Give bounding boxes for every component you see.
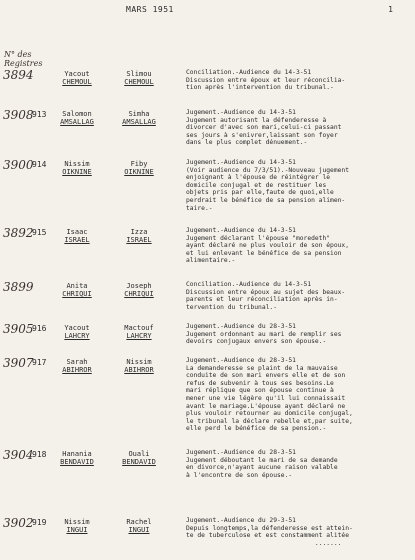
party-2 — [108, 450, 170, 466]
case-number: 918 — [32, 450, 47, 459]
party-2-first-name: Mactouf — [124, 324, 154, 332]
case-number: 915 — [32, 228, 47, 237]
party-1-first-name: Hanania — [62, 450, 92, 458]
party-2 — [108, 110, 170, 126]
party-2-last-name: BENDAVID — [122, 458, 156, 466]
register-number: 3908 — [3, 108, 34, 122]
party-1 — [46, 518, 108, 534]
party-1 — [46, 110, 108, 126]
case-number: 917 — [32, 358, 47, 367]
register-number: 3899 — [3, 280, 34, 294]
party-2-first-name: Fiby — [130, 160, 148, 168]
party-2-first-name: Nissim — [126, 358, 152, 366]
party-1-last-name: OIKNINE — [62, 168, 92, 176]
party-2 — [108, 324, 170, 340]
party-1-first-name: Yacout — [64, 324, 90, 332]
party-2 — [108, 358, 170, 374]
page-number: 1 — [388, 5, 393, 14]
entry-text: Jugement.-Audience du 14-3-51 Jugement autorisant la défenderesse à divorcer d'avec son mari,celui-ci passant ses jours à s'enivrer,laissant son foyer dans le plus complet dénuement.- — [186, 109, 342, 147]
party-1-first-name: Nissim — [64, 160, 90, 168]
party-2-first-name: Joseph — [126, 282, 152, 290]
party-1 — [46, 450, 108, 466]
party-2-first-name: Simha — [128, 110, 150, 118]
party-1-first-name: Sarah — [66, 358, 88, 366]
case-number: 913 — [32, 110, 47, 119]
party-1-first-name: Isaac — [66, 228, 88, 236]
case-number: 914 — [32, 160, 47, 169]
case-number: 919 — [32, 518, 47, 527]
party-1-last-name: LAHCRY — [64, 332, 90, 340]
party-2-first-name: Ouali — [128, 450, 150, 458]
register-number: 3900 — [3, 158, 34, 172]
party-1-last-name: CHEMOUL — [62, 78, 92, 86]
party-1-last-name: BENDAVID — [60, 458, 94, 466]
entry-text: Jugement.-Audience du 29-3-51 Depuis longtemps,la défenderesse est attein- te de tuberculose et est constamment alitée ....... — [186, 517, 353, 547]
party-2-first-name: Slimou — [126, 70, 152, 78]
party-2 — [108, 70, 170, 86]
header-month: MARS 1951 — [126, 5, 174, 14]
party-2 — [108, 282, 170, 298]
entry-text: Jugement.-Audience du 28-3-51 Jugement déboutant le mari de sa demande en divorce,n'ayant aucune raison valable à l'encontre de son épouse.- — [186, 449, 338, 479]
party-1-first-name: Nissim — [64, 518, 90, 526]
party-2-last-name: ISRAEL — [126, 236, 152, 244]
party-2-last-name: INGUI — [128, 526, 150, 534]
entry-text: Jugement.-Audience du 28-3-51 Jugement ordonnant au mari de remplir ses devoirs conjugaux envers son épouse.- — [186, 323, 342, 346]
party-1 — [46, 70, 108, 86]
register-number: 3902 — [3, 516, 34, 530]
party-2-first-name: Izza — [130, 228, 148, 236]
party-2 — [108, 518, 170, 534]
register-column-note: N° des Registres — [4, 50, 43, 68]
party-1-last-name: ABIHROR — [62, 366, 92, 374]
party-2-last-name: LAHCRY — [126, 332, 152, 340]
entry-text: Conciliation.-Audience du 14-3-51 Discussion entre époux et leur réconcilia- tion après l'intervention du tribunal.- — [186, 69, 346, 92]
entry-text: Conciliation.-Audience du 14-3-51 Discussion entre époux au sujet des beaux- parents et leur réconciliation après in- tervention du tribunal.- — [186, 281, 346, 311]
case-number: 916 — [32, 324, 47, 333]
party-2-last-name: CHEMOUL — [124, 78, 154, 86]
entry-text: Jugement.-Audience du 28-3-51 La demanderesse se plaint de la mauvaise conduite de son mari envers elle et de son refus de subvenir à tous ses besoins.Le mari réplique que son épouse continue à mener une vie légère qu'il lui connaissait avant le mariage.L'épouse ayant déclaré ne plus vouloir retourner au domicile conjugal, le tribunal la déclare rebelle et,par suite, elle perd le bénéfice de sa pension.- — [186, 357, 353, 433]
party-1 — [46, 282, 108, 298]
register-number: 3892 — [3, 226, 34, 240]
party-2-first-name: Rachel — [126, 518, 152, 526]
entry-text: Jugement.-Audience du 14-3-51 Jugement déclarant l'épouse "moredeth" ayant déclaré ne plus vouloir de son époux, et lui enlevant le bénéfice de sa pension alimentaire.- — [186, 227, 350, 265]
party-1 — [46, 228, 108, 244]
party-1-first-name: Yacout — [64, 70, 90, 78]
party-1-first-name: Anita — [66, 282, 88, 290]
party-1 — [46, 324, 108, 340]
party-1-last-name: ISRAEL — [64, 236, 90, 244]
party-1-first-name: Salomon — [62, 110, 92, 118]
party-1-last-name: CHRIQUI — [62, 290, 92, 298]
party-1-last-name: INGUI — [66, 526, 88, 534]
party-2-last-name: CHRIQUI — [124, 290, 154, 298]
party-2 — [108, 228, 170, 244]
register-number: 3904 — [3, 448, 34, 462]
party-2-last-name: AMSALLAG — [122, 118, 156, 126]
party-2-last-name: ABIHROR — [124, 366, 154, 374]
entry-text: Jugement.-Audience du 14-3-51 (Voir audience du 7/3/51).-Nouveau jugement enjoignant à l'épouse de réintégrer le domicile conjugal et de restituer les objets pris par elle,faute de quoi,elle perdrait le bénéfice de sa pension alimen- taire.- — [186, 159, 350, 212]
party-2-last-name: OIKNINE — [124, 168, 154, 176]
register-number: 3894 — [3, 68, 34, 82]
page-header — [0, 2, 415, 16]
party-1 — [46, 160, 108, 176]
party-1-last-name: AMSALLAG — [60, 118, 94, 126]
party-2 — [108, 160, 170, 176]
register-number: 3907 — [3, 356, 34, 370]
party-1 — [46, 358, 108, 374]
register-number: 3905 — [3, 322, 34, 336]
